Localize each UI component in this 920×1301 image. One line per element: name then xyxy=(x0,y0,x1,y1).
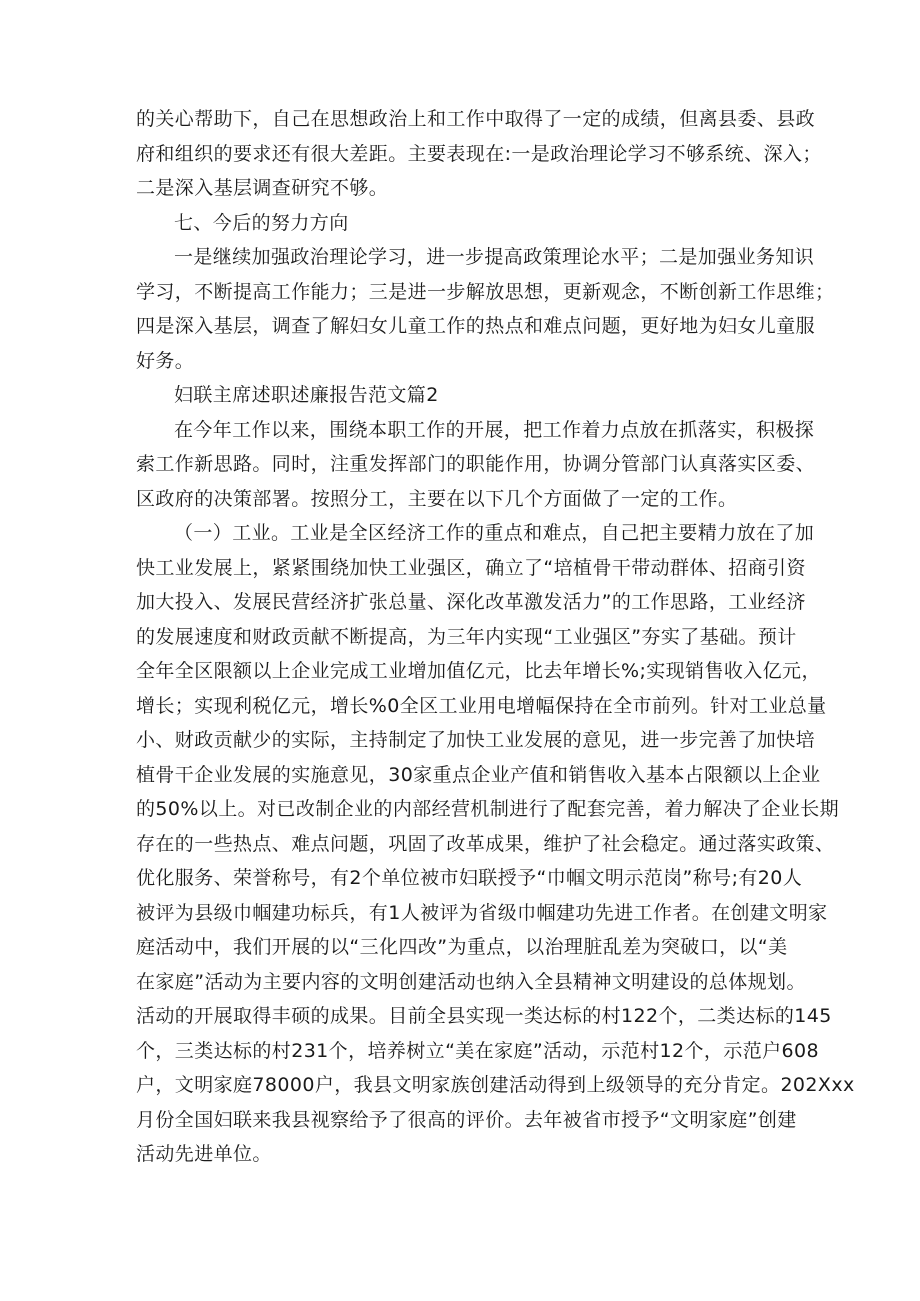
text-line: 区政府的决策部署。按照分工，主要在以下几个方面做了一定的工作。 xyxy=(136,487,738,510)
text-line: 植骨干企业发展的实施意见，30家重点企业产值和销售收入基本占限额以上企业 xyxy=(136,763,821,786)
text-line: 庭活动中，我们开展的以“三化四改”为重点，以治理脏乱差为突破口，以“美 xyxy=(136,936,788,958)
text-line: 被评为县级巾帼建功标兵，有1人被评为省级巾帼建功先进工作者。在创建文明家 xyxy=(136,901,828,924)
text-line: 户，文明家庭78000户，我县文明家族创建活动得到上级领导的充分肯定。202Xxx xyxy=(136,1074,855,1096)
text-line: 月份全国妇联来我县视察给予了很高的评价。去年被省市授予“文明家庭”创建 xyxy=(136,1108,797,1131)
text-line: 加大投入、发展民营经济扩张总量、深化改革激发活力”的工作思路，工业经济 xyxy=(136,591,806,613)
text-line: 小、财政贡献少的实际，主持制定了加快工业发展的意见，进一步完善了加快培 xyxy=(136,729,816,751)
text-line: 增长；实现利税亿元，增长%0全区工业用电增幅保持在全市前列。针对工业总量 xyxy=(136,694,827,717)
text-line: 四是深入基层，调查了解妇女儿童工作的热点和难点问题，更好地为妇女儿童服 xyxy=(136,315,816,337)
text-line: 好务。 xyxy=(136,349,195,372)
text-line: 快工业发展上，紧紧围绕加快工业强区，确立了“培植骨干带动群体、招商引资 xyxy=(136,556,806,579)
text-line: 索工作新思路。同时，注重发挥部门的职能作用，协调分管部门认真落实区委、 xyxy=(136,453,816,475)
text-line: 优化服务、荣誉称号，有2个单位被市妇联授予“巾帼文明示范岗”称号;有20人 xyxy=(136,867,803,889)
text-line: 的50%以上。对已改制企业的内部经营机制进行了配套完善，着力解决了企业长期 xyxy=(136,798,840,820)
text-line: 学习，不断提高工作能力；三是进一步解放思想，更新观念，不断创新工作思维； xyxy=(136,280,835,303)
text-line: 七、今后的努力方向 xyxy=(174,211,349,234)
text-line: 二是深入基层调查研究不够。 xyxy=(136,177,389,199)
text-line: 在家庭”活动为主要内容的文明创建活动也纳入全县精神文明建设的总体规划。 xyxy=(136,970,806,993)
text-line: 个，三类达标的村231个，培养树立“美在家庭”活动，示范村12个，示范户608 xyxy=(136,1039,819,1062)
text-line: 在今年工作以来，围绕本职工作的开展，把工作着力点放在抓落实，积极探 xyxy=(174,418,815,441)
text-line: 妇联主席述职述廉报告范文篇2 xyxy=(174,384,439,406)
text-line: 全年全区限额以上企业完成工业增加值亿元，比去年增长%;实现销售收入亿元， xyxy=(136,660,821,682)
text-line: （一）工业。工业是全区经济工作的重点和难点，自己把主要精力放在了加 xyxy=(174,522,815,544)
text-line: 的关心帮助下，自己在思想政治上和工作中取得了一定的成绩，但离县委、县政 xyxy=(136,108,816,130)
text-line: 存在的一些热点、难点问题，巩固了改革成果，维护了社会稳定。通过落实政策、 xyxy=(136,832,835,855)
text-line: 活动的开展取得丰硕的成果。目前全县实现一类达标的村122个，二类达标的145 xyxy=(136,1005,832,1027)
document-page xyxy=(136,102,855,1172)
text-line: 活动先进单位。 xyxy=(136,1143,272,1165)
text-line: 的发展速度和财政贡献不断提高，为三年内实现“工业强区”夯实了基础。预计 xyxy=(136,625,797,648)
text-line: 府和组织的要求还有很大差距。主要表现在:一是政治理论学习不够系统、深入； xyxy=(136,142,822,165)
text-line: 一是继续加强政治理论学习，进一步提高政策理论水平；二是加强业务知识 xyxy=(174,246,815,268)
